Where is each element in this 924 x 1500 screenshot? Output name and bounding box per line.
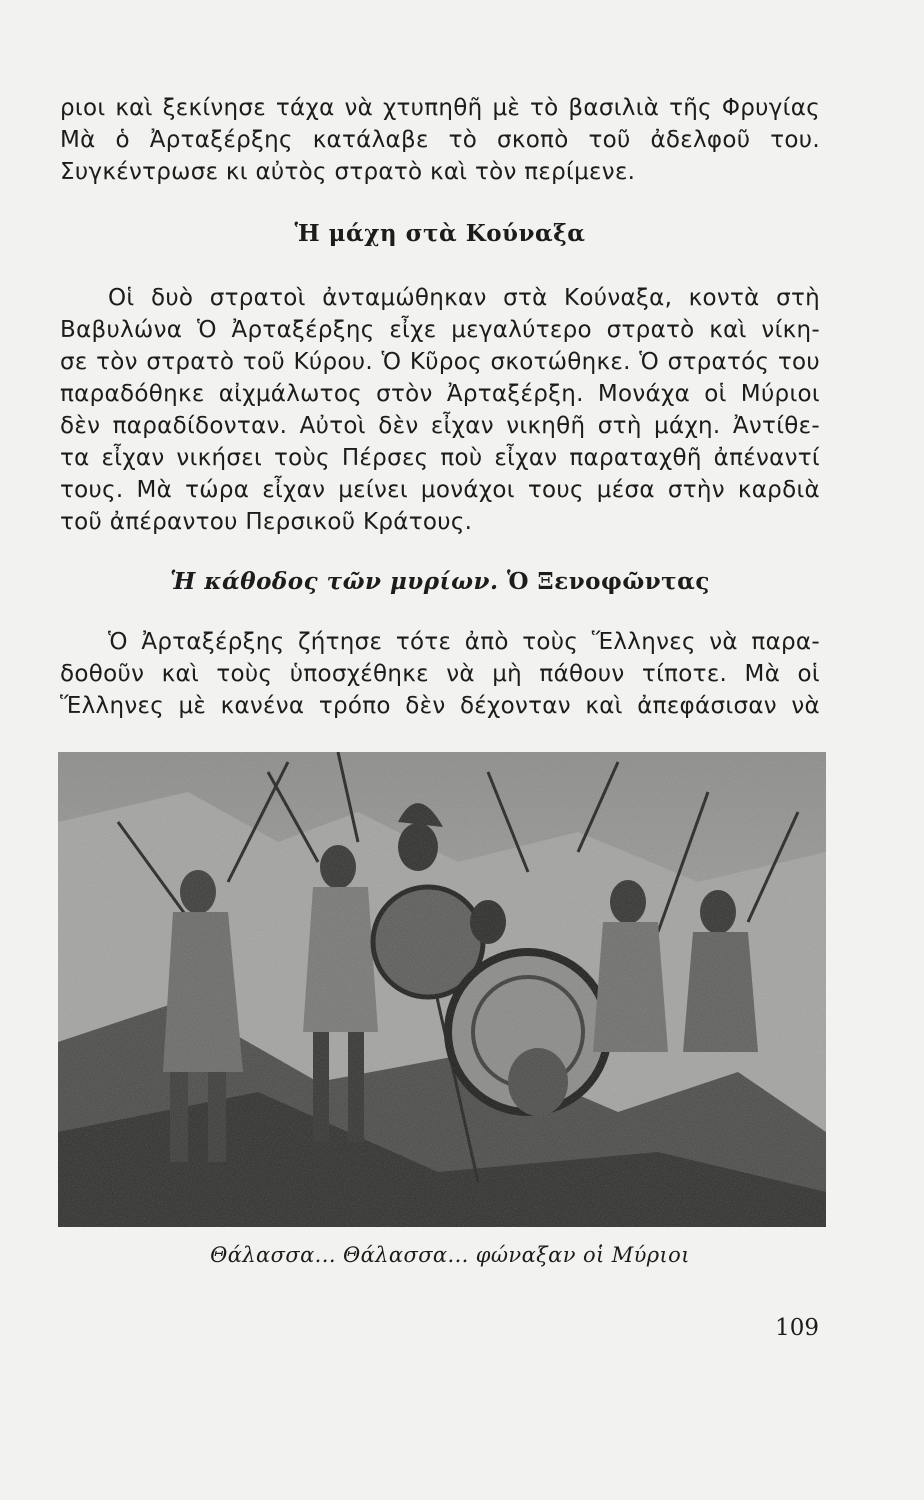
illustration-caption: Θάλασσα... Θάλασσα... φώναξαν οἱ Μύριοι — [210, 1243, 690, 1267]
text-line: τοῦ ἀπέραντου Περσικοῦ Κράτους. — [60, 509, 473, 535]
paragraph-xenophon — [60, 626, 820, 722]
section-heading-kounaxa: Ἡ μάχη στὰ Κούναξα — [294, 220, 586, 247]
text-line: τα εἶχαν νικήσει τοὺς Πέρσες ποὺ εἶχαν παραταχθῆ ἀπέναντί — [60, 445, 820, 471]
heading-part-descent: Ἡ κάθοδος τῶν μυρίων. — [170, 568, 499, 595]
text-line: Οἱ δυὸ στρατοὶ ἀνταμώθηκαν στὰ Κούναξα, κοντὰ στὴ — [108, 285, 820, 311]
text-line: Ἕλληνες μὲ κανένα τρόπο δὲν δέχονταν καὶ ἀπεφάσισαν νὰ — [60, 693, 820, 719]
text-line: Συγκέντρωσε κι αὐτὸς στρατὸ καὶ τὸν περίμενε. — [60, 159, 636, 185]
heading-part-xenophon: Ὁ Ξενοφῶντας — [507, 568, 710, 595]
text-line: Ὁ Ἀρταξέρξης ζήτησε τότε ἀπὸ τοὺς Ἕλληνες νὰ παρα- — [108, 629, 820, 655]
text-line: δοθοῦν καὶ τοὺς ὑποσχέθηκε νὰ μὴ πάθουν τίποτε. Μὰ οἱ — [60, 661, 820, 687]
text-line: παραδόθηκε αἰχμάλωτος στὸν Ἀρταξέρξη. Μονάχα οἱ Μύριοι — [60, 381, 820, 407]
paragraph-top — [60, 92, 820, 188]
paragraph-battle — [60, 282, 820, 538]
text-line: δὲν παραδίδονταν. Αὐτοὶ δὲν εἶχαν νικηθῆ στὴ μάχη. Ἀντίθε- — [60, 413, 820, 439]
section-heading-xenophon — [60, 568, 820, 595]
text-line: Μὰ ὁ Ἀρταξέρξης κατάλαβε τὸ σκοπὸ τοῦ ἀδελφοῦ του. — [60, 127, 820, 153]
text-line: τους. Μὰ τώρα εἶχαν μείνει μονάχοι τους μέσα στὴν καρδιὰ — [60, 477, 820, 503]
text-line: ριοι καὶ ξεκίνησε τάχα νὰ χτυπηθῆ μὲ τὸ βασιλιὰ τῆς Φρυγίας — [60, 95, 820, 121]
illustration-marching-warriors — [58, 752, 826, 1227]
text-line: Βαβυλώνα Ὁ Ἀρταξέρξης εἶχε μεγαλύτερο στρατὸ καὶ νίκη- — [60, 317, 820, 343]
text-line: σε τὸν στρατὸ τοῦ Κύρου. Ὁ Κῦρος σκοτώθηκε. Ὁ στρατός του — [60, 349, 820, 375]
page-number: 109 — [775, 1315, 819, 1341]
print-texture — [58, 752, 826, 1227]
